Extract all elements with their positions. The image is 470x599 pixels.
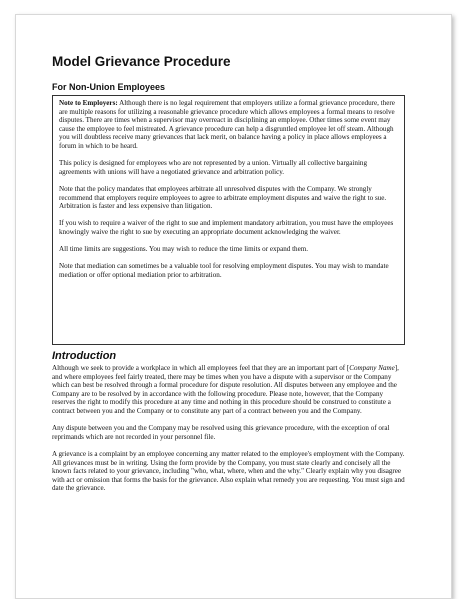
note-paragraph-4: If you wish to require a waiver of the right to sue and implement mandatory arbitration, you must have the employees knowingly waive the right to sue by executing an appropriate document acknowledging the waiver.: [59, 219, 394, 236]
note-paragraph-3: Note that the policy mandates that employees arbitrate all unresolved disputes with the Company. We strongly recommend that employers require employees to agree to arbitrate employment disputes and waive the right to sue. Arbitration is faster and less expensive than litigation.: [59, 184, 387, 211]
intro-paragraph-1-end: ], and where employees feel fairly treated, there may be times when you have a dispute with a supervisor or the Company which can best be resolved through a formal procedure for dispute resolution. All disputes between any employee and the Company are to be resolved by in accordance with the following procedure. Please note, however, that the Company reserves the right to modify this procedure at any time and nothing in this procedure should be construed to constitute a contract between you and the Company or to constitute any part of a contract between you and the Company.: [52, 364, 399, 415]
intro-paragraph-1-start: Although we seek to provide a workplace in which all employees feel that they are an important part of [: [52, 364, 350, 372]
introduction-body: [52, 364, 405, 502]
note-paragraph-6: Note that mediation can sometimes be a valuable tool for resolving employment disputes. You may wish to mandate mediation or offer optional mediation prior to arbitration.: [59, 262, 389, 279]
document-subtitle: For Non-Union Employees: [52, 82, 166, 92]
intro-paragraph-2: Any dispute between you and the Company may be resolved using this grievance procedure, with the exception of oral reprimands which are not recorded in your personnel file.: [52, 424, 390, 441]
company-name-placeholder: Company Name: [349, 364, 395, 372]
introduction-heading: Introduction: [52, 350, 117, 362]
note-paragraph-5: All time limits are suggestions. You may wish to reduce the time limits or expand them.: [59, 245, 309, 254]
note-paragraph-1-text: Although there is no legal requirement that employers utilize a formal grievance procedure, there are multiple reasons for utilizing a reasonable grievance procedure which allows employees a formal means to resolve disputes. There are times when a supervisor may overreact in disciplining an employee. Other times some event may cause the employee to feel mistreated. A grievance procedure can help a disgruntled employee let off steam. Although you will doubtless receive many grievances that lack merit, on balance having a policy in place allows employees a forum in which to be heard.: [59, 99, 395, 150]
document-title: Model Grievance Procedure: [52, 54, 231, 69]
intro-paragraph-3: A grievance is a complaint by an employee concerning any matter related to the employee's employment with the Company. All grievances must be in writing. Using the form provide by the Company, you must state clearly and concisely all the known facts related to your grievance, including "who, what, where, when and the why." Clearly explain why you disagree with act or omission that forms the basis for the grievance. Also explain what remedy you are requesting. You must sign and date the grievance.: [52, 449, 405, 493]
intro-paragraph-1: [52, 364, 405, 416]
note-to-employers-box: [52, 95, 405, 345]
note-lead: Note to Employers:: [59, 99, 118, 107]
note-paragraph-2: This policy is designed for employees who are not represented by a union. Virtually all collective bargaining agreements with unions will have a negotiated grievance and arbitration policy.: [59, 159, 368, 176]
note-paragraph-1: [59, 99, 400, 151]
